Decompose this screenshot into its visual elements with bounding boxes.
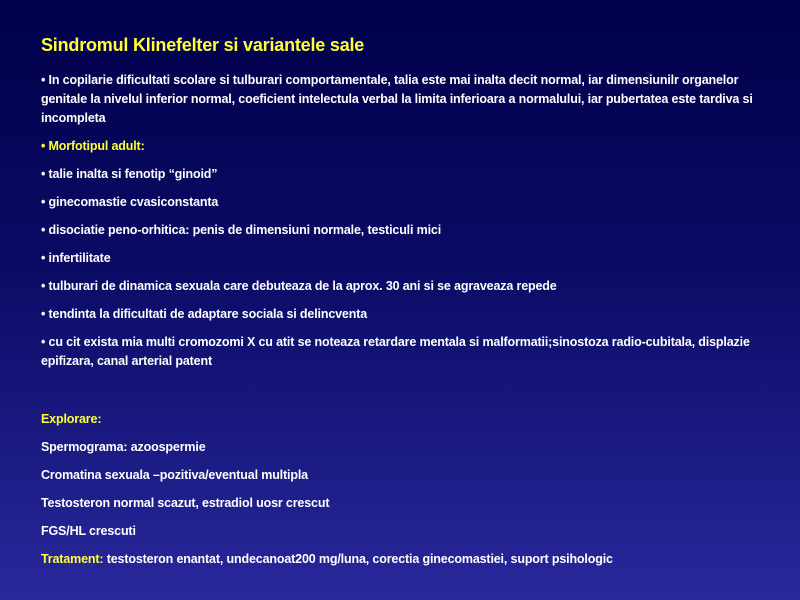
bullet-talie: • talie inalta si fenotip “ginoid” — [41, 167, 218, 181]
section-spacer — [41, 380, 776, 410]
tratament-line — [41, 550, 776, 569]
bullet-copilarie: • In copilarie dificultati scolare si tulburari comportamentale, talia este mai inalta decit normal, iar dimensiunilr organelor genitale la nivelul inferior normal, coeficient intelectula verbal la limita inferioara a normalului, iar pubertatea este tardiva si incompleta — [41, 73, 753, 125]
explorare-item-cromatina: Cromatina sexuala –pozitiva/eventual multipla — [41, 468, 308, 482]
bullet-infertilitate: • infertilitate — [41, 251, 111, 265]
bullet-ginecomastie: • ginecomastie cvasiconstanta — [41, 195, 219, 209]
explorare-item-spermograma: Spermograma: azoospermie — [41, 440, 206, 454]
explorare-heading: Explorare: — [41, 412, 102, 426]
bullet-cromozomi-x: • cu cit exista mia multi cromozomi X cu atit se noteaza retardare mentala si malformatii;sinostoza radio-cubitala, displazie epifizara, canal arterial patent — [41, 335, 750, 368]
bullet-adaptare-sociala: • tendinta la dificultati de adaptare sociala si delincventa — [41, 307, 368, 321]
tratament-label: Tratament: — [41, 552, 104, 566]
explorare-item-testosteron: Testosteron normal scazut, estradiol uosr crescut — [41, 496, 330, 510]
tratament-text: testosteron enantat, undecanoat200 mg/luna, corectia ginecomastiei, suport psihologic — [103, 552, 613, 566]
bullet-morfotip-heading: • Morfotipul adult: — [41, 139, 145, 153]
slide-content — [41, 71, 776, 578]
bullet-disociatie: • disociatie peno-orhitica: penis de dimensiuni normale, testiculi mici — [41, 223, 442, 237]
slide-title: Sindromul Klinefelter si variantele sale — [41, 35, 365, 55]
explorare-item-fgs-hl: FGS/HL crescuti — [41, 524, 136, 538]
bullet-tulburari-sexuale: • tulburari de dinamica sexuala care debuteaza de la aprox. 30 ani si se agraveaza repede — [41, 279, 557, 293]
